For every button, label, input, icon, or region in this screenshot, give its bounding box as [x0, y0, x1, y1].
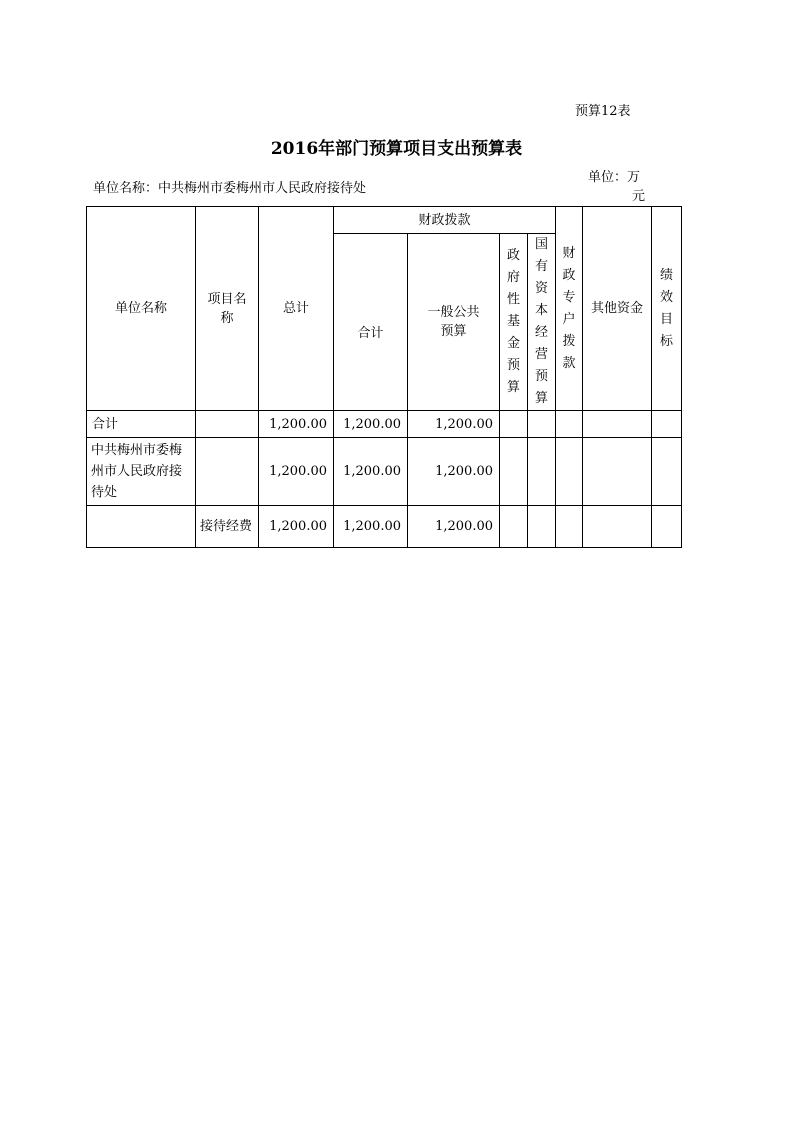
cell-total: 1,200.00 — [259, 438, 334, 506]
cell-general: 1,200.00 — [408, 438, 500, 506]
cell-other — [583, 438, 652, 506]
cell-gov-fund — [500, 438, 528, 506]
table-row — [87, 438, 682, 506]
cell-unit: 合计 — [87, 411, 196, 438]
cell-fiscal-sum: 1,200.00 — [334, 411, 408, 438]
cell-state-capital — [528, 411, 556, 438]
cell-gov-fund — [500, 411, 528, 438]
header-total: 总计 — [259, 207, 334, 411]
cell-special — [556, 411, 583, 438]
header-general: 一般公共预算 — [408, 234, 500, 411]
cell-state-capital — [528, 506, 556, 548]
cell-general: 1,200.00 — [408, 506, 500, 548]
cell-unit — [87, 506, 196, 548]
cell-project — [196, 438, 259, 506]
header-fiscal: 财政拨款 — [334, 207, 556, 234]
form-number: 预算12表 — [575, 104, 631, 119]
currency-unit — [588, 168, 645, 206]
header-fiscal-sum: 合计 — [334, 234, 408, 411]
header-special-text: 财政专户拨款 — [562, 245, 576, 371]
header-performance-text: 绩效目标 — [660, 267, 674, 349]
cell-special — [556, 438, 583, 506]
cell-fiscal-sum: 1,200.00 — [334, 506, 408, 548]
page-title: 2016年部门预算项目支出预算表 — [270, 139, 523, 159]
header-state-capital — [528, 234, 556, 411]
header-state-capital-text: 国有资本经营预算 — [534, 237, 548, 406]
header-other: 其他资金 — [583, 207, 652, 411]
cell-other — [583, 411, 652, 438]
cell-total: 1,200.00 — [259, 411, 334, 438]
header-unit: 单位名称 — [87, 207, 196, 411]
cell-special — [556, 506, 583, 548]
cell-other — [583, 506, 652, 548]
cell-unit: 中共梅州市委梅州市人民政府接待处 — [87, 438, 196, 506]
header-gov-fund — [500, 234, 528, 411]
cell-project — [196, 411, 259, 438]
cell-fiscal-sum: 1,200.00 — [334, 438, 408, 506]
cell-general: 1,200.00 — [408, 411, 500, 438]
cell-project: 接待经费 — [196, 506, 259, 548]
cell-gov-fund — [500, 506, 528, 548]
cell-performance — [652, 506, 682, 548]
cell-performance — [652, 438, 682, 506]
cell-performance — [652, 411, 682, 438]
cell-total: 1,200.00 — [259, 506, 334, 548]
budget-table — [86, 206, 682, 548]
currency-unit-line2: 元 — [632, 189, 646, 204]
table-row — [87, 411, 682, 438]
header-special — [556, 207, 583, 411]
table-row — [87, 506, 682, 548]
header-project: 项目名称 — [196, 207, 259, 411]
unit-name-label: 单位名称：中共梅州市委梅州市人民政府接待处 — [93, 181, 367, 196]
cell-state-capital — [528, 438, 556, 506]
header-gov-fund-text: 政府性基金预算 — [506, 248, 520, 395]
header-performance — [652, 207, 682, 411]
currency-unit-line1: 单位：万 — [588, 170, 641, 185]
